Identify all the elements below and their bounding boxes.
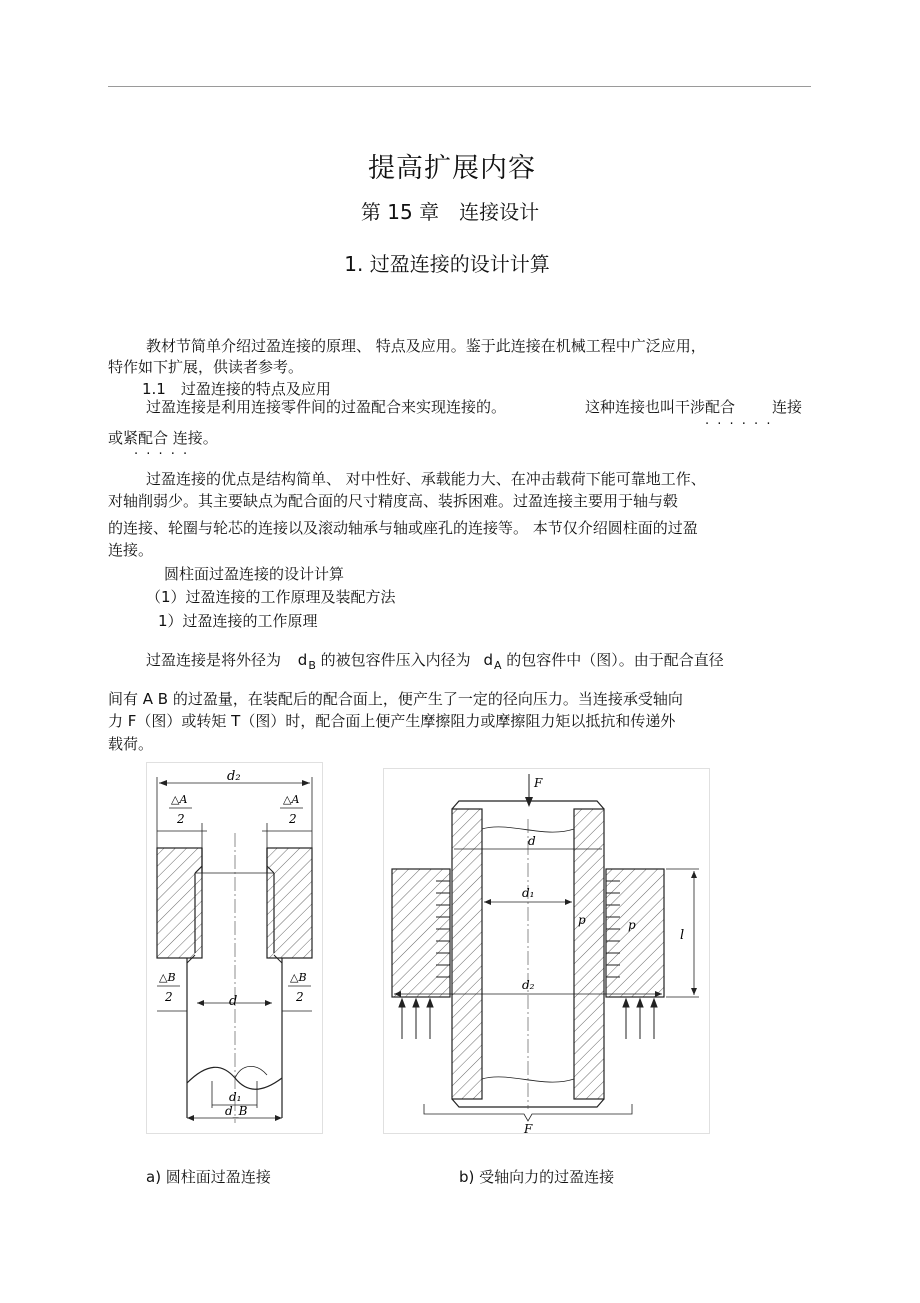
principle-text-3: 的包容件中（图）。由于配合直径 bbox=[506, 651, 724, 669]
symbol-dB-sub: B bbox=[308, 659, 316, 672]
heading-calc: 圆柱面过盈连接的设计计算 bbox=[164, 565, 345, 583]
advantages-line-1: 过盈连接的优点是结构简单、 对中性好、承载能力大、在冲击载荷下能可靠地工作、 bbox=[146, 470, 706, 488]
chapter-heading: 第 15 章 连接设计 bbox=[360, 200, 540, 224]
fig-a-label-dB-right: △B bbox=[290, 971, 307, 984]
advantages-line-3: 的连接、轮圈与轮芯的连接以及滚动轴承与轴或座孔的连接等。 本节仅介绍圆柱面的过盈 bbox=[108, 519, 698, 537]
figure-b-axial-load-fit bbox=[383, 768, 710, 1134]
symbol-dA-sub: A bbox=[493, 659, 502, 672]
emphasis-dots-2: · · · · · bbox=[134, 447, 190, 462]
intro-line-1: 教材节简单介绍过盈连接的原理、 特点及应用。鉴于此连接在机械工程中广泛应用， bbox=[146, 337, 706, 355]
section-heading: 1. 过盈连接的设计计算 bbox=[344, 252, 550, 276]
fig-a-label-d: d bbox=[229, 994, 238, 1009]
fig-a-label-dA-right: △A bbox=[283, 793, 300, 806]
fig-b-label-l: l bbox=[680, 928, 685, 943]
definition-line-1c: 连接 bbox=[772, 398, 803, 416]
heading-1-sub: 1）过盈连接的工作原理 bbox=[158, 612, 318, 630]
fig-b-label-F-top: F bbox=[534, 776, 543, 790]
fig-a-label-den-2: 2 bbox=[289, 812, 297, 826]
figure-b-caption: b) 受轴向力的过盈连接 bbox=[459, 1168, 615, 1186]
fig-b-label-d2: d₂ bbox=[522, 978, 535, 992]
fig-b-label-d1: d₁ bbox=[522, 886, 535, 900]
definition-line-1b: 这种连接也叫干涉配合 bbox=[585, 398, 736, 416]
heading-1: （1）过盈连接的工作原理及装配方法 bbox=[146, 588, 396, 606]
fig-a-label-den-3: 2 bbox=[165, 990, 173, 1004]
principle-text-1: 过盈连接是将外径为 bbox=[146, 651, 282, 669]
principle-line-3: 力 F（图）或转矩 T（图）时，配合面上便产生摩擦阻力或摩擦阻力矩以抵抗和传递外 bbox=[108, 712, 676, 730]
figure-a-cylindrical-fit bbox=[146, 762, 323, 1134]
fig-b-label-d: d bbox=[528, 834, 536, 848]
fig-b-label-p-outer: p bbox=[628, 918, 636, 932]
definition-line-2: 或紧配合 连接。 bbox=[108, 429, 218, 447]
fig-a-label-dA-left: △A bbox=[171, 793, 188, 806]
intro-line-2: 特作如下扩展，供读者参考。 bbox=[108, 358, 304, 376]
header-rule bbox=[108, 86, 811, 87]
advantages-line-2: 对轴削弱少。其主要缺点为配合面的尺寸精度高、装拆困难。过盈连接主要用于轴与毂 bbox=[108, 492, 679, 510]
fig-a-label-d1: d₁ bbox=[229, 1090, 242, 1104]
figure-b-drawing bbox=[384, 769, 709, 1133]
heading-1-1: 1.1 过盈连接的特点及应用 bbox=[142, 380, 331, 398]
fig-a-label-dB-left: △B bbox=[159, 971, 176, 984]
fig-a-label-d2: d₂ bbox=[227, 769, 241, 784]
symbol-dA: d bbox=[483, 651, 493, 669]
emphasis-dots-1: · · · · · · bbox=[705, 417, 773, 432]
fig-a-label-den-4: 2 bbox=[296, 990, 304, 1004]
principle-line-1 bbox=[146, 650, 724, 672]
principle-text-2: 的被包容件压入内径为 bbox=[320, 651, 471, 669]
page-title: 提高扩展内容 bbox=[368, 153, 536, 184]
symbol-dB: d bbox=[297, 651, 308, 669]
fig-b-label-p-inner: p bbox=[578, 913, 586, 927]
figure-a-drawing bbox=[147, 763, 322, 1133]
advantages-line-4: 连接。 bbox=[108, 541, 154, 559]
principle-line-4: 载荷。 bbox=[108, 735, 154, 753]
fig-a-label-den-1: 2 bbox=[177, 812, 185, 826]
fig-b-label-F-bottom: F bbox=[524, 1122, 533, 1133]
principle-line-2: 间有 A B 的过盈量，在装配后的配合面上，便产生了一定的径向压力。当连接承受轴向 bbox=[108, 690, 683, 708]
definition-line-1a: 过盈连接是利用连接零件间的过盈配合来实现连接的。 bbox=[146, 398, 507, 416]
fig-a-label-dB: d_B bbox=[225, 1104, 248, 1118]
figure-a-caption: a) 圆柱面过盈连接 bbox=[146, 1168, 271, 1186]
